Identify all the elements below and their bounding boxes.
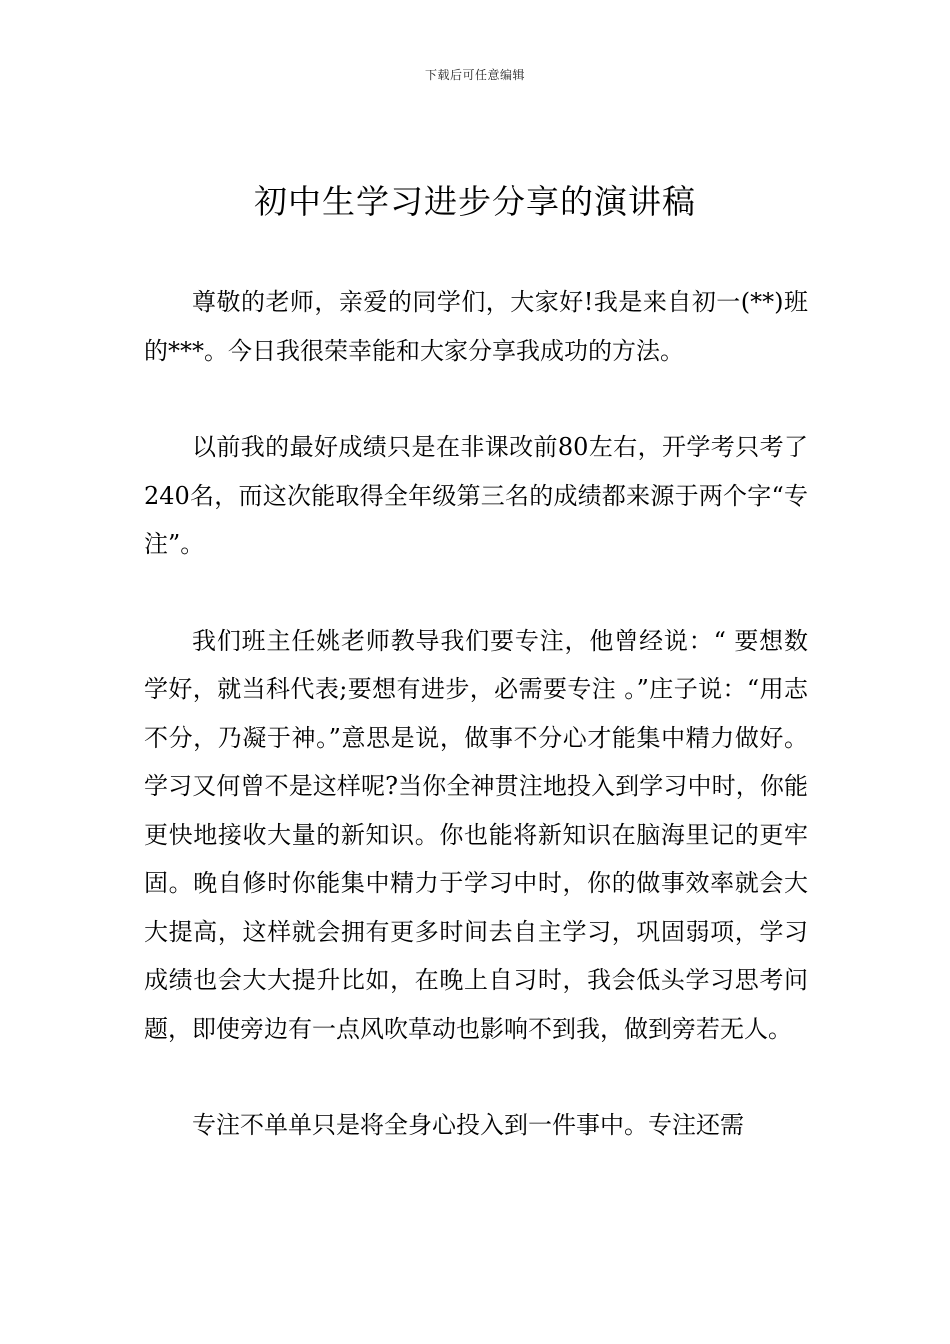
header-note: 下载后可任意编辑 — [424, 68, 525, 82]
paragraph-past-results: 以前我的最好成绩只是在非课改前80左右，开学考只考了240名，而这次能取得全年级第三名的成绩都来源于两个字“专注”。 — [144, 433, 808, 558]
paragraph-greeting: 尊敬的老师，亲爱的同学们，大家好!我是来自初一(**)班的***。今日我很荣幸能和大家分享我成功的方法。 — [144, 288, 808, 365]
paragraph-focus-continued: 专注不单单只是将全身心投入到一件事中。专注还需 — [192, 1111, 744, 1139]
paragraph-focus-advice: 我们班主任姚老师教导我们要专注，他曾经说：“ 要想数学好，就当科代表;要想有进步，必需要专注 。”庄子说：“用志不分，乃凝于神。”意思是说，做事不分心才能集中精力做好。学习又何曾不是这样呢?当你全神贯注地投入到学习中时，你能更快地接收大量的新知识。你也能将新知识在脑海里记的更牢固。晚自修时你能集中精力于学习中时，你的做事效率就会大大提高，这样就会拥有更多时间去自主学习，巩固弱项，学习成绩也会大大提升比如，在晚上自习时，我会低头学习思考问题，即使旁边有一点风吹草动也影响不到我，做到旁若无人。 — [144, 626, 808, 1043]
document-body — [144, 278, 808, 1198]
document-title: 初中生学习进步分享的演讲稿 — [254, 182, 696, 221]
